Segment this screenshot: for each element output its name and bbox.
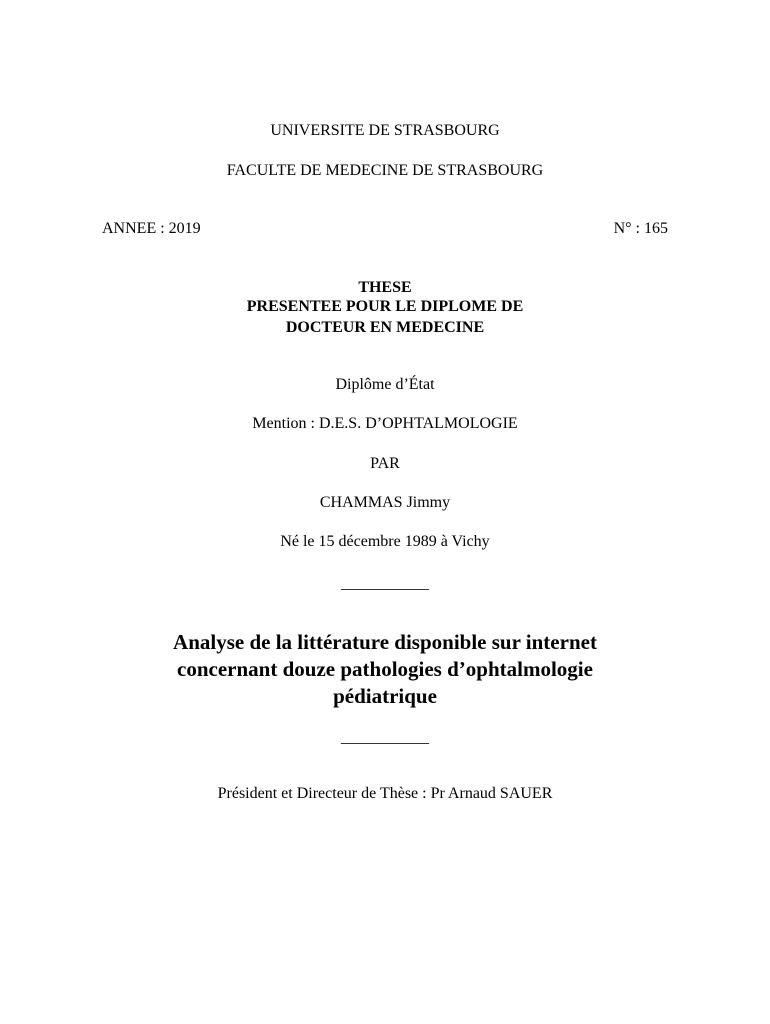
thesis-heading: THESE: [358, 279, 412, 296]
faculty-name: FACULTE DE MEDECINE DE STRASBOURG: [226, 162, 544, 179]
birth-info: Né le 15 décembre 1989 à Vichy: [280, 533, 490, 550]
year-label: ANNEE : 2019: [102, 220, 201, 237]
thesis-title-line-1: Analyse de la littérature disponible sur internet: [173, 630, 597, 654]
thesis-degree: DOCTEUR EN MEDECINE: [285, 319, 485, 336]
thesis-presented-for: PRESENTEE POUR LE DIPLOME DE: [246, 298, 524, 315]
separator-top: ___________: [341, 575, 429, 592]
diploma-type: Diplôme d’État: [335, 376, 435, 393]
thesis-title: [0, 629, 770, 710]
thesis-title-line-2: concernant douze pathologies d’ophtalmologie: [177, 657, 593, 681]
par-label: PAR: [370, 455, 400, 472]
thesis-number: N° : 165: [613, 220, 668, 237]
university-name: UNIVERSITE DE STRASBOURG: [270, 122, 500, 139]
separator-bottom: ___________: [341, 729, 429, 746]
mention: Mention : D.E.S. D’OPHTALMOLOGIE: [252, 415, 518, 432]
author-name: CHAMMAS Jimmy: [319, 494, 451, 511]
president-director: Président et Directeur de Thèse : Pr Arnaud SAUER: [217, 785, 553, 802]
thesis-title-line-3: pédiatrique: [333, 684, 437, 708]
